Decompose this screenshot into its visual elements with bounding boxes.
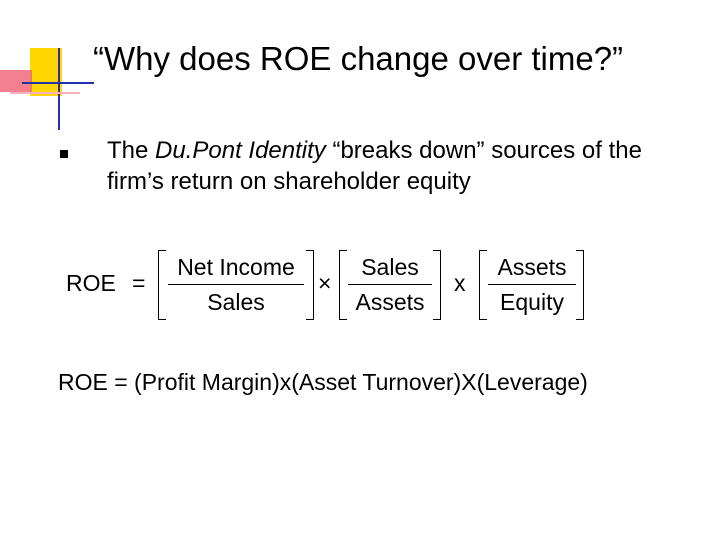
left-bracket-3 [479,250,487,320]
fraction-1-denominator: Sales [207,289,265,315]
left-bracket-2 [339,250,347,320]
bullet-text [107,135,687,197]
decorative-pink-block [0,70,32,92]
fraction-net-income-sales [168,252,304,317]
fraction-assets-equity [488,252,576,317]
left-bracket-1 [158,250,166,320]
right-bracket-2 [433,250,441,320]
fraction-1-bar [168,284,304,285]
fraction-3-numerator: Assets [497,254,567,280]
bullet-emphasis: Du.Pont Identity [155,137,326,164]
dupont-formula-expanded: ROE = (Profit Margin)x(Asset Turnover)X(Leverage) [58,369,588,395]
right-bracket-1 [306,250,314,320]
bullet-icon [60,150,68,158]
decorative-blue-horizontal-line [22,82,94,84]
fraction-sales-assets [348,252,432,317]
decorative-blue-vertical-line [58,48,60,130]
bullet-prefix: The [107,137,156,164]
dupont-formula [62,248,622,328]
bullet-suffix: “breaks down” sources of the firm’s return on shareholder equity [107,137,642,195]
formula-lhs: ROE [66,270,116,296]
formula-equals: = [132,270,146,296]
fraction-3-bar [488,284,576,285]
operator-times: × [318,270,332,296]
fraction-3-denominator: Equity [500,289,564,315]
decorative-pink-line [10,92,80,94]
fraction-1-numerator: Net Income [177,254,295,280]
right-bracket-3 [576,250,584,320]
fraction-2-denominator: Assets [355,289,425,315]
operator-x: x [454,270,466,296]
fraction-2-bar [348,284,432,285]
fraction-2-numerator: Sales [361,254,419,280]
slide-title: “Why does ROE change over time?” [93,40,624,77]
